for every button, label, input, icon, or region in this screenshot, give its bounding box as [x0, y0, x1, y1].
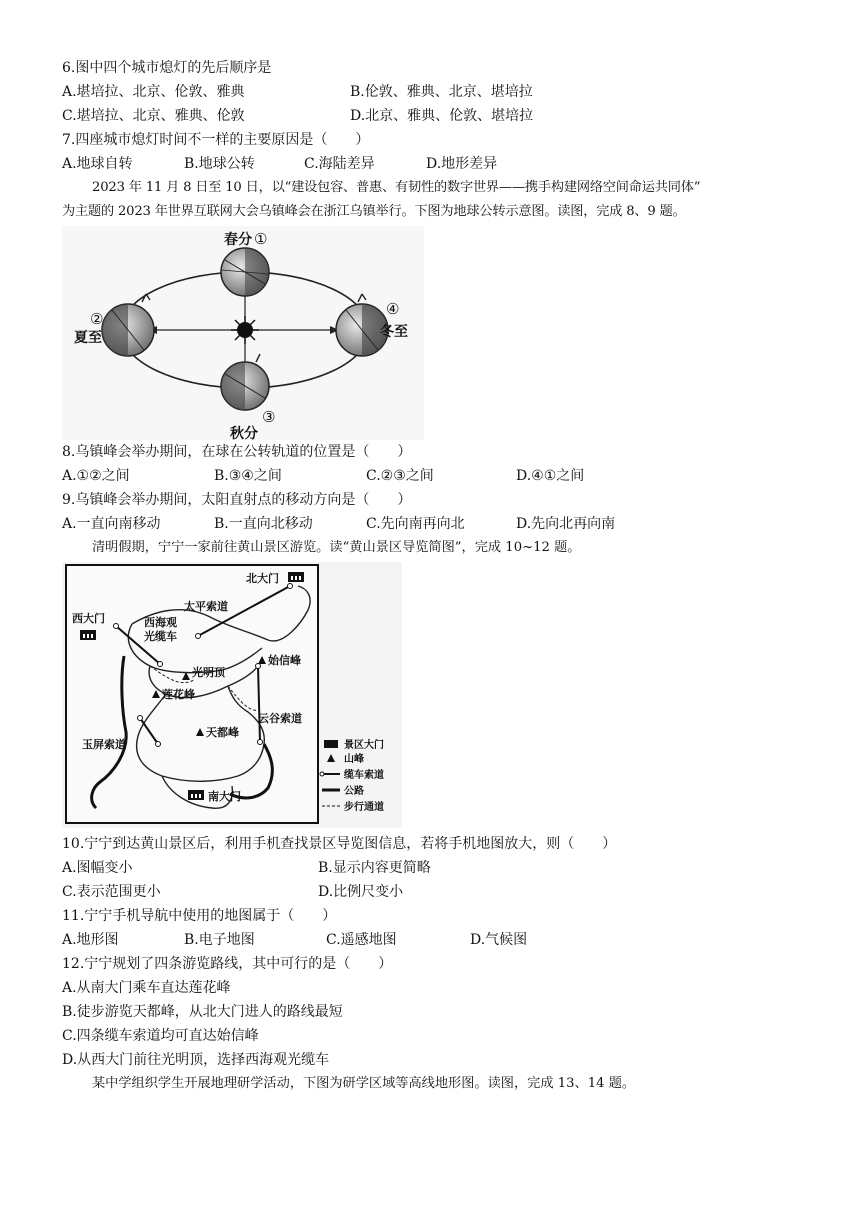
- q11-option-c: C.遥感地图: [326, 932, 397, 948]
- globe-spring-icon: [221, 248, 269, 296]
- q9-option-d: D.先向北再向南: [516, 516, 616, 532]
- q8-option-b: B.③④之间: [214, 468, 282, 484]
- svg-text:光缆车: 光缆车: [144, 630, 177, 643]
- svg-text:莲花峰: 莲花峰: [162, 688, 195, 701]
- q11-option-b: B.电子地图: [184, 932, 255, 948]
- svg-text:山峰: 山峰: [344, 754, 364, 765]
- q6-option-d: D.北京、雅典、伦敦、堪培拉: [350, 108, 534, 124]
- q12-option-a: A.从南大门乘车直达莲花峰: [62, 980, 231, 996]
- huangshan-map: [62, 562, 402, 828]
- svg-text:光明顶: 光明顶: [192, 666, 225, 679]
- svg-text:天都峰: 天都峰: [206, 726, 239, 739]
- svg-text:南大门: 南大门: [208, 790, 241, 803]
- label-n1: ①: [254, 230, 268, 248]
- q8-option-d: D.④①之间: [516, 468, 585, 484]
- svg-text:云谷索道: 云谷索道: [258, 712, 302, 725]
- q9-option-c: C.先向南再向北: [366, 516, 465, 532]
- label-summer: 夏至: [74, 330, 102, 346]
- q10-option-a: A.图幅变小: [62, 860, 133, 876]
- q10-option-b: B.显示内容更简略: [318, 860, 431, 876]
- q6-option-a: A.堪培拉、北京、伦敦、雅典: [62, 84, 245, 100]
- q6-option-c: C.堪培拉、北京、雅典、伦敦: [62, 108, 245, 124]
- svg-text:太平索道: 太平索道: [184, 600, 228, 613]
- label-spring: 春分: [224, 232, 252, 248]
- svg-text:步行通道: 步行通道: [344, 802, 384, 813]
- q12-stem: 12.宁宁规划了四条游览路线，其中可行的是（ ）: [62, 956, 393, 972]
- svg-text:公路: 公路: [344, 786, 364, 797]
- q8-option-c: C.②③之间: [366, 468, 434, 484]
- q7-option-d: D.地形差异: [426, 156, 498, 172]
- q7-option-b: B.地球公转: [184, 156, 255, 172]
- north-gate-icon: [288, 572, 304, 582]
- passage-1-line-2: 为主题的 2023 年世界互联网大会乌镇峰会在浙江乌镇举行。下图为地球公转示意图。读图，完成 8、9 题。: [62, 204, 686, 219]
- svg-text:玉屏索道: 玉屏索道: [82, 738, 126, 751]
- south-gate-icon: [188, 790, 204, 800]
- q12-option-b: B.徒步游览天都峰，从北大门进人的路线最短: [62, 1004, 343, 1020]
- svg-text:景区大门: 景区大门: [344, 740, 384, 751]
- svg-text:西海观: 西海观: [144, 616, 177, 629]
- q7-option-a: A.地球自转: [62, 156, 133, 172]
- q6-option-b: B.伦敦、雅典、北京、堪培拉: [350, 84, 533, 100]
- passage-1-line-1: 2023 年 11 月 8 日至 10 日，以“建设包容、普惠、有韧性的数字世界——携手构建网络空间命运共同体”: [92, 180, 701, 195]
- q12-option-c: C.四条缆车索道均可直达始信峰: [62, 1028, 259, 1044]
- q12-option-d: D.从西大门前往光明顶，选择西海观光缆车: [62, 1052, 330, 1068]
- passage-3-line-1: 某中学组织学生开展地理研学活动，下图为研学区域等高线地形图。读图，完成 13、14 题。: [92, 1076, 636, 1091]
- label-n4: ④: [386, 300, 400, 318]
- q9-option-b: B.一直向北移动: [214, 516, 313, 532]
- q6-stem: 6.图中四个城市熄灯的先后顺序是: [62, 60, 272, 76]
- q9-option-a: A.一直向南移动: [62, 516, 161, 532]
- label-n3: ③: [262, 408, 276, 426]
- svg-text:北大门: 北大门: [246, 572, 279, 585]
- q9-stem: 9.乌镇峰会举办期间，太阳直射点的移动方向是（ ）: [62, 492, 412, 508]
- label-winter: 冬至: [380, 324, 408, 340]
- q8-stem: 8.乌镇峰会举办期间，在球在公转轨道的位置是（ ）: [62, 444, 412, 460]
- label-autumn: 秋分: [230, 426, 258, 440]
- label-n2: ②: [90, 310, 104, 328]
- sun-icon: [231, 316, 259, 344]
- q7-stem: 7.四座城市熄灯时间不一样的主要原因是（ ）: [62, 132, 370, 148]
- svg-text:西大门: 西大门: [72, 612, 105, 625]
- q11-option-a: A.地形图: [62, 932, 119, 948]
- earth-orbit-diagram: [62, 226, 424, 440]
- q10-stem: 10.宁宁到达黄山景区后，利用手机查找景区导览图信息，若将手机地图放大，则（ ）: [62, 836, 617, 852]
- q11-stem: 11.宁宁手机导航中使用的地图属于（ ）: [62, 908, 337, 924]
- q10-option-c: C.表示范围更小: [62, 884, 161, 900]
- q11-option-d: D.气候图: [470, 932, 528, 948]
- q7-option-c: C.海陆差异: [304, 156, 375, 172]
- svg-text:缆车索道: 缆车索道: [344, 770, 384, 781]
- q10-option-d: D.比例尺变小: [318, 884, 404, 900]
- q8-option-a: A.①②之间: [62, 468, 130, 484]
- west-gate-icon: [80, 630, 96, 640]
- passage-2-line-1: 清明假期，宁宁一家前往黄山景区游览。读“黄山景区导览简图”，完成 10~12 题。: [92, 540, 581, 555]
- svg-text:始信峰: 始信峰: [268, 654, 301, 667]
